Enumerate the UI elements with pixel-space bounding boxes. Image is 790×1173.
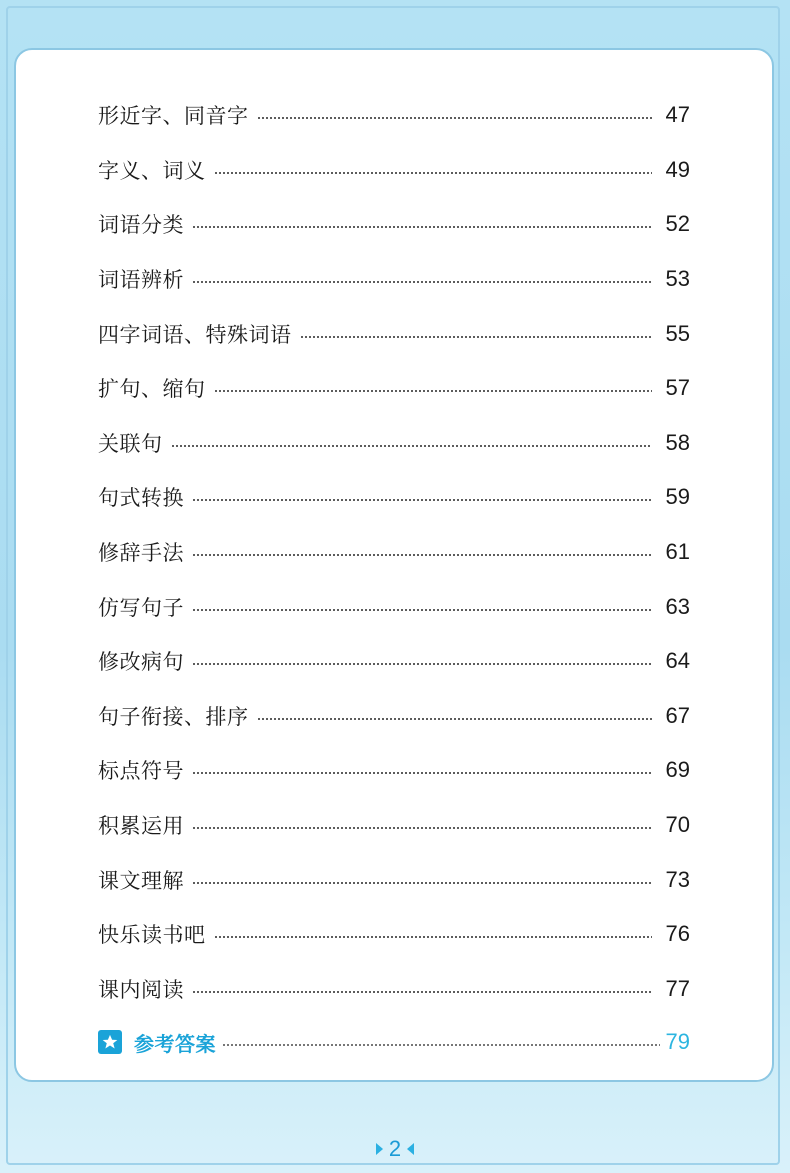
toc-entry-title: 字义、词义 [98,158,206,183]
toc-entry-page: 64 [665,648,690,674]
dot-leader [257,117,653,119]
dot-leader [192,991,652,993]
toc-entry-title: 四字词语、特殊词语 [98,322,292,347]
toc-entry-page: 61 [665,539,690,565]
toc-entry-title: 关联句 [98,431,163,456]
dot-leader [214,390,653,392]
toc-entry-page: 55 [665,320,690,346]
toc-entry-page: 76 [665,921,690,947]
toc-entry-page: 49 [665,156,690,182]
toc-entry[interactable] [98,252,690,307]
dot-leader [192,772,652,774]
toc-entry[interactable] [98,525,690,580]
toc-entry-page: 73 [665,866,690,892]
toc-entry[interactable] [98,634,690,689]
toc-entry-title: 课内阅读 [98,977,184,1002]
toc-entry[interactable] [98,962,690,1017]
dot-leader [192,827,652,829]
toc-entry[interactable] [98,470,690,525]
arrow-right-icon [376,1143,383,1155]
toc-entry[interactable] [98,416,690,471]
toc-entry-title: 词语分类 [98,213,184,238]
answers-title: 参考答案 [134,1031,216,1056]
toc-entry-title: 形近字、同音字 [98,104,249,129]
toc-entry[interactable] [98,361,690,416]
toc-entry-title: 快乐读书吧 [98,923,206,948]
toc-entry-page: 58 [665,429,690,455]
toc-entry-page: 69 [665,757,690,783]
dot-leader [192,281,652,283]
toc-entry-title: 修改病句 [98,650,184,675]
toc-entry[interactable] [98,143,690,198]
toc-entry-page: 67 [665,702,690,728]
answers-page: 79 [665,1029,690,1054]
toc-entry[interactable] [98,907,690,962]
toc-entry[interactable] [98,852,690,907]
toc-entry-page: 77 [665,975,690,1001]
dot-leader [214,936,653,938]
dot-leader [300,336,653,338]
toc-entry[interactable] [98,798,690,853]
toc-entry-page: 63 [665,593,690,619]
toc-entry[interactable] [98,197,690,252]
toc-entry-answers[interactable] [98,1022,690,1062]
dot-leader [192,226,652,228]
toc-entry[interactable] [98,743,690,798]
dot-leader [171,445,653,447]
toc-entry-page: 53 [665,266,690,292]
dot-leader [222,1044,660,1046]
toc-entry-title: 句子衔接、排序 [98,704,249,729]
toc-entry-page: 52 [665,211,690,237]
toc-entry-title: 修辞手法 [98,541,184,566]
toc-entry-page: 47 [665,102,690,128]
dot-leader [192,663,652,665]
toc-entry-page: 70 [665,812,690,838]
dot-leader [257,718,653,720]
dot-leader [192,609,652,611]
toc-entry[interactable] [98,88,690,143]
toc-entry[interactable] [98,306,690,361]
toc-entry-page: 57 [665,375,690,401]
toc-entry-title: 扩句、缩句 [98,377,206,402]
toc-entry-title: 课文理解 [98,868,184,893]
toc-entry-page: 59 [665,484,690,510]
toc-entry-title: 词语辨析 [98,268,184,293]
dot-leader [214,172,653,174]
dot-leader [192,554,652,556]
toc-entry-title: 积累运用 [98,814,184,839]
dot-leader [192,882,652,884]
page-number [360,1134,430,1164]
table-of-contents [98,88,690,1016]
star-icon [98,1030,122,1054]
toc-entry-title: 句式转换 [98,486,184,511]
toc-entry[interactable] [98,689,690,744]
toc-entry[interactable] [98,579,690,634]
page-number-text: 2 [388,1136,402,1161]
arrow-left-icon [407,1143,414,1155]
toc-entry-title: 仿写句子 [98,595,184,620]
dot-leader [192,499,652,501]
toc-entry-title: 标点符号 [98,759,184,784]
